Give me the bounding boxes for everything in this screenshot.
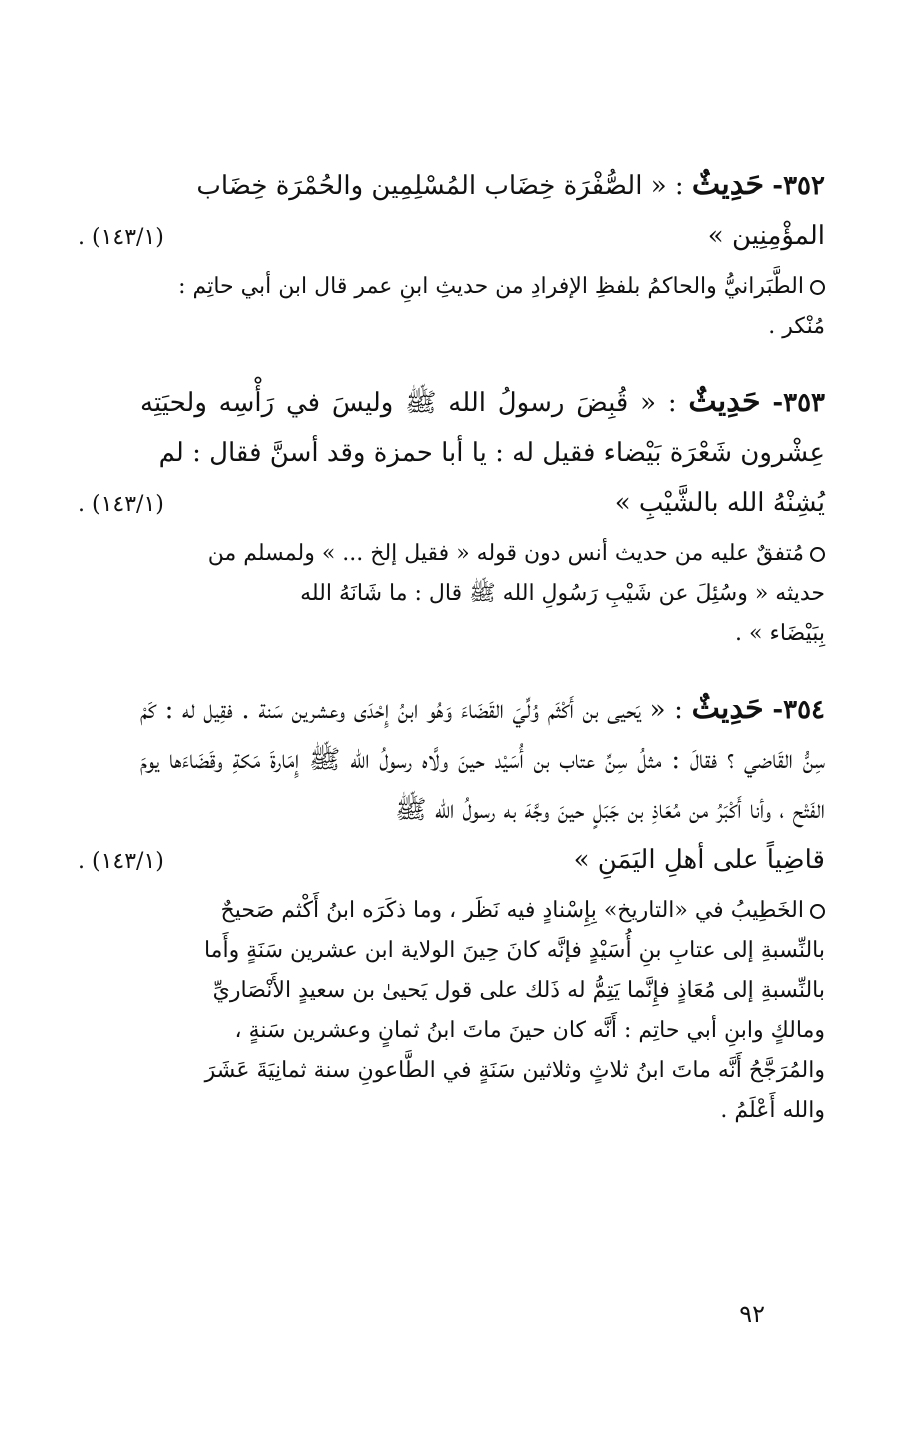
- hadith-label: حَدِيثٌ: [688, 384, 761, 419]
- note-line: بِبَيْضَاء » .: [735, 621, 825, 646]
- hadith-line-end: يُشِنْهُ الله بالشَّيْبِ »: [614, 488, 825, 518]
- hadith-reference: (١٤٣/١) .: [78, 849, 164, 874]
- hadith-label: حَدِيثٌ: [691, 167, 765, 202]
- hadith-line: وعشرين سَنة . فقِيل له : كَمْ سِنُّ القَاضي ؟ فقالَ : مثلُ سِنِّ: [140, 695, 826, 775]
- hadith-entry-353: [78, 377, 826, 654]
- note-line: مُنْكر .: [768, 314, 825, 339]
- hadith-text: [140, 160, 825, 211]
- note-line: ومالكٍ وابنِ أبي حاتِم : أَنَّه كان حينَ ماتَ ابنُ ثمانٍ وعشرين سَنةٍ ،: [234, 1018, 825, 1043]
- takhrij-note: [140, 267, 825, 347]
- hadith-last-line: [78, 835, 825, 887]
- hadith-entry-354: [78, 684, 826, 1131]
- hadith-line: « قُبِضَ رسولُ الله ﷺ وليسَ في رَأْسِه ولحيَتِه: [140, 388, 657, 418]
- hadith-text: [140, 684, 825, 835]
- note-line: والله أَعْلَمُ .: [720, 1098, 825, 1123]
- note-line: الخَطِيبُ في «التاريخ» بِإِسْنادٍ فيه نَظَر ، وما ذكَرَه ابنُ أَكْثم صَحيحٌ: [220, 898, 804, 923]
- note-line: حديثه « وسُئِلَ عن شَيْبِ رَسُولِ الله ﷺ قال : ما شَانَهُ الله: [300, 581, 825, 606]
- hadith-label: حَدِيثٌ: [691, 691, 764, 726]
- note-line: والمُرَجَّحُ أَنَّه ماتَ ابنُ ثلاثٍ وثلاثين سَنَةٍ في الطَّاعونِ سنة ثمانِيَةَ عَشَرَ: [204, 1058, 825, 1083]
- note-line: مُتفقٌ عليه من حديث أنس دون قوله « فقيل إلخ ... » ولمسلم من: [207, 541, 804, 566]
- takhrij-note: [140, 534, 825, 654]
- hadith-line-end: المؤْمِنِين »: [707, 221, 825, 251]
- note-line: الطَّبَرانيُّ والحاكمُ بلفظِ الإفرادِ من حديثِ ابنِ عمر قال ابن أبي حاتِم :: [178, 274, 804, 299]
- hadith-line: « الصُّفْرَة خِضَاب المُسْلِمِين والحُمْرَة خِضَاب: [196, 171, 667, 201]
- hadith-number: ٣٥٢-: [772, 171, 825, 201]
- hadith-colon: :: [674, 171, 684, 201]
- hadith-line: عِشْرون شَعْرَة بَيْضاء فقيل له : يا أبا حمزة وقد أسنَّ فقال : لم: [158, 438, 825, 468]
- circle-bullet-icon: [810, 547, 825, 562]
- hadith-line: الفَتْح ، وأنا أَكْبَرُ من مُعَاذِ بن جَبَلٍ حينَ وجَّهَ به رسولُ الله ﷺ: [395, 795, 825, 825]
- hadith-line-end: قاضِياً على أهلِ اليَمَنِ »: [573, 845, 825, 875]
- hadith-reference: (١٤٣/١) .: [78, 225, 164, 250]
- circle-bullet-icon: [810, 904, 825, 919]
- page-number: ٩٢: [739, 1300, 765, 1328]
- hadith-line: عتاب بن أُسَيْد حينَ ولَّاه رسولُ الله ﷺ إِمَارةَ مَكةِ وقَضَاءَها يومَ: [140, 745, 596, 775]
- hadith-number: ٣٥٣-: [772, 388, 826, 418]
- hadith-line: « يَحيى بن أَكْثَم وُلِّيَ القَضَاءَ وَهُو ابنُ إِحْدَى: [353, 695, 666, 725]
- hadith-text: [140, 377, 825, 478]
- takhrij-note: [140, 891, 825, 1131]
- note-line: بالنِّسبةِ إلى مُعَاذٍ فإِنَّما يَتِمُّ له ذَلك على قول يَحيىٰ بن سعيدٍ الأَنْصَاريِّ: [212, 978, 825, 1003]
- hadith-number: ٣٥٤-: [772, 695, 826, 725]
- note-line: بالنِّسبةِ إلى عتابِ بنِ أُسَيْدٍ فإنَّه كانَ حِينَ الولاية ابن عشرين سَنَةٍ وأَما: [203, 938, 825, 963]
- hadith-colon: :: [667, 388, 677, 418]
- circle-bullet-icon: [810, 280, 825, 295]
- hadith-colon: :: [674, 695, 683, 725]
- hadith-last-line: [78, 211, 825, 263]
- hadith-entry-352: [78, 160, 825, 347]
- hadith-last-line: [78, 478, 825, 530]
- hadith-reference: (١٤٣/١) .: [78, 492, 164, 517]
